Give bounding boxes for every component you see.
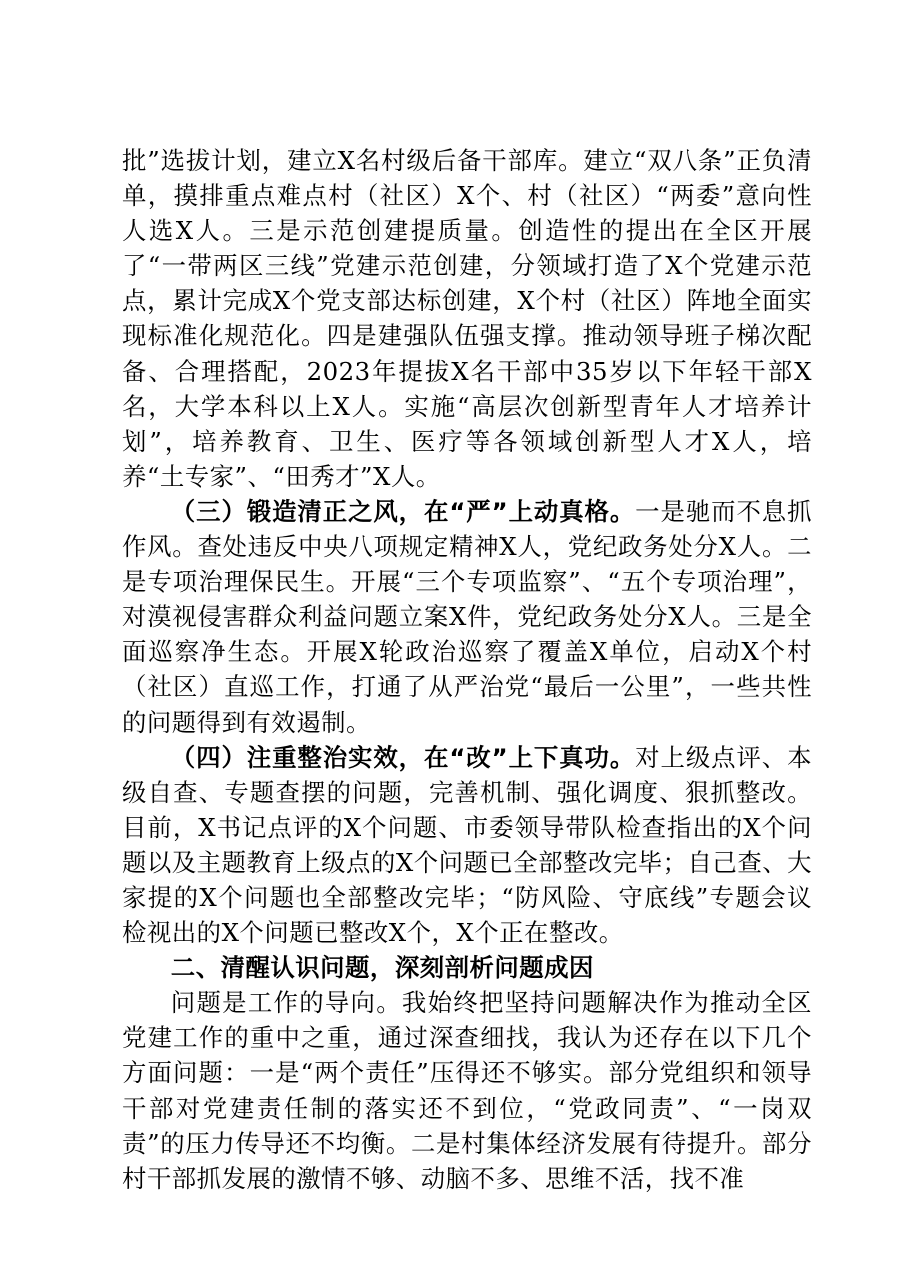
section-four-body: 对上级点评、本级自查、专题查摆的问题，完善机制、强化调度、狠抓整改。目前，X书记点评的X个问题、市委领导带队检查指出的X个问题以及主题教育上级点的X个问题已全部整改完毕；自己查、大家提的X个问题也全部整改完毕；“防风险、守底线”专题会议检视出的X个问题已整改X个，X个正在整改。 [122, 742, 812, 948]
section-three-body: 一是驰而不息抓作风。查处违反中央八项规定精神X人，党纪政务处分X人。二是专项治理保民生。开展“三个专项监察”、“五个专项治理”，对漠视侵害群众利益问题立案X件，党纪政务处分X人。三是全面巡察净生态。开展X轮政治巡察了覆盖X单位，启动X个村（社区）直巡工作，打通了从严治党“最后一公里”，一些共性的问题得到有效遏制。 [122, 496, 812, 737]
document-page [122, 143, 812, 1196]
paragraph-section-four [122, 740, 812, 951]
section-four-heading: （四）注重整治实效，在“改”上下真功。 [170, 742, 636, 772]
paragraph-section-three [122, 494, 812, 740]
paragraph-continuation: 批”选拔计划，建立X名村级后备干部库。建立“双八条”正负清单，摸排重点难点村（社区）X个、村（社区）“两委”意向性人选X人。三是示范创建提质量。创造性的提出在全区开展了“一带两区三线”党建示范创建，分领域打造了X个党建示范点，累计完成X个党支部达标创建，X个村（社区）阵地全面实现标准化规范化。四是建强队伍强支撑。推动领导班子梯次配备、合理搭配，2023年提拔X名干部中35岁以下年轻干部X名，大学本科以上X人。实施“高层次创新型青年人才培养计划”，培养教育、卫生、医疗等各领域创新型人才X人，培养“土专家”、“田秀才”X人。 [122, 146, 812, 491]
paragraph-problems: 问题是工作的导向。我始终把坚持问题解决作为推动全区党建工作的重中之重，通过深查细找，我认为还存在以下几个方面问题：一是“两个责任”压得还不够实。部分党组织和领导干部对党建责任制的落实还不到位，“党政同责”、“一岗双责”的压力传导还不均衡。二是村集体经济发展有待提升。部分村干部抓发展的激情不够、动脑不多、思维不活，找不准 [122, 988, 812, 1193]
chapter-two-heading: 二、清醒认识问题，深刻剖析问题成因 [170, 953, 594, 983]
section-three-heading: （三）锻造清正之风，在“严”上动真格。 [170, 496, 636, 526]
